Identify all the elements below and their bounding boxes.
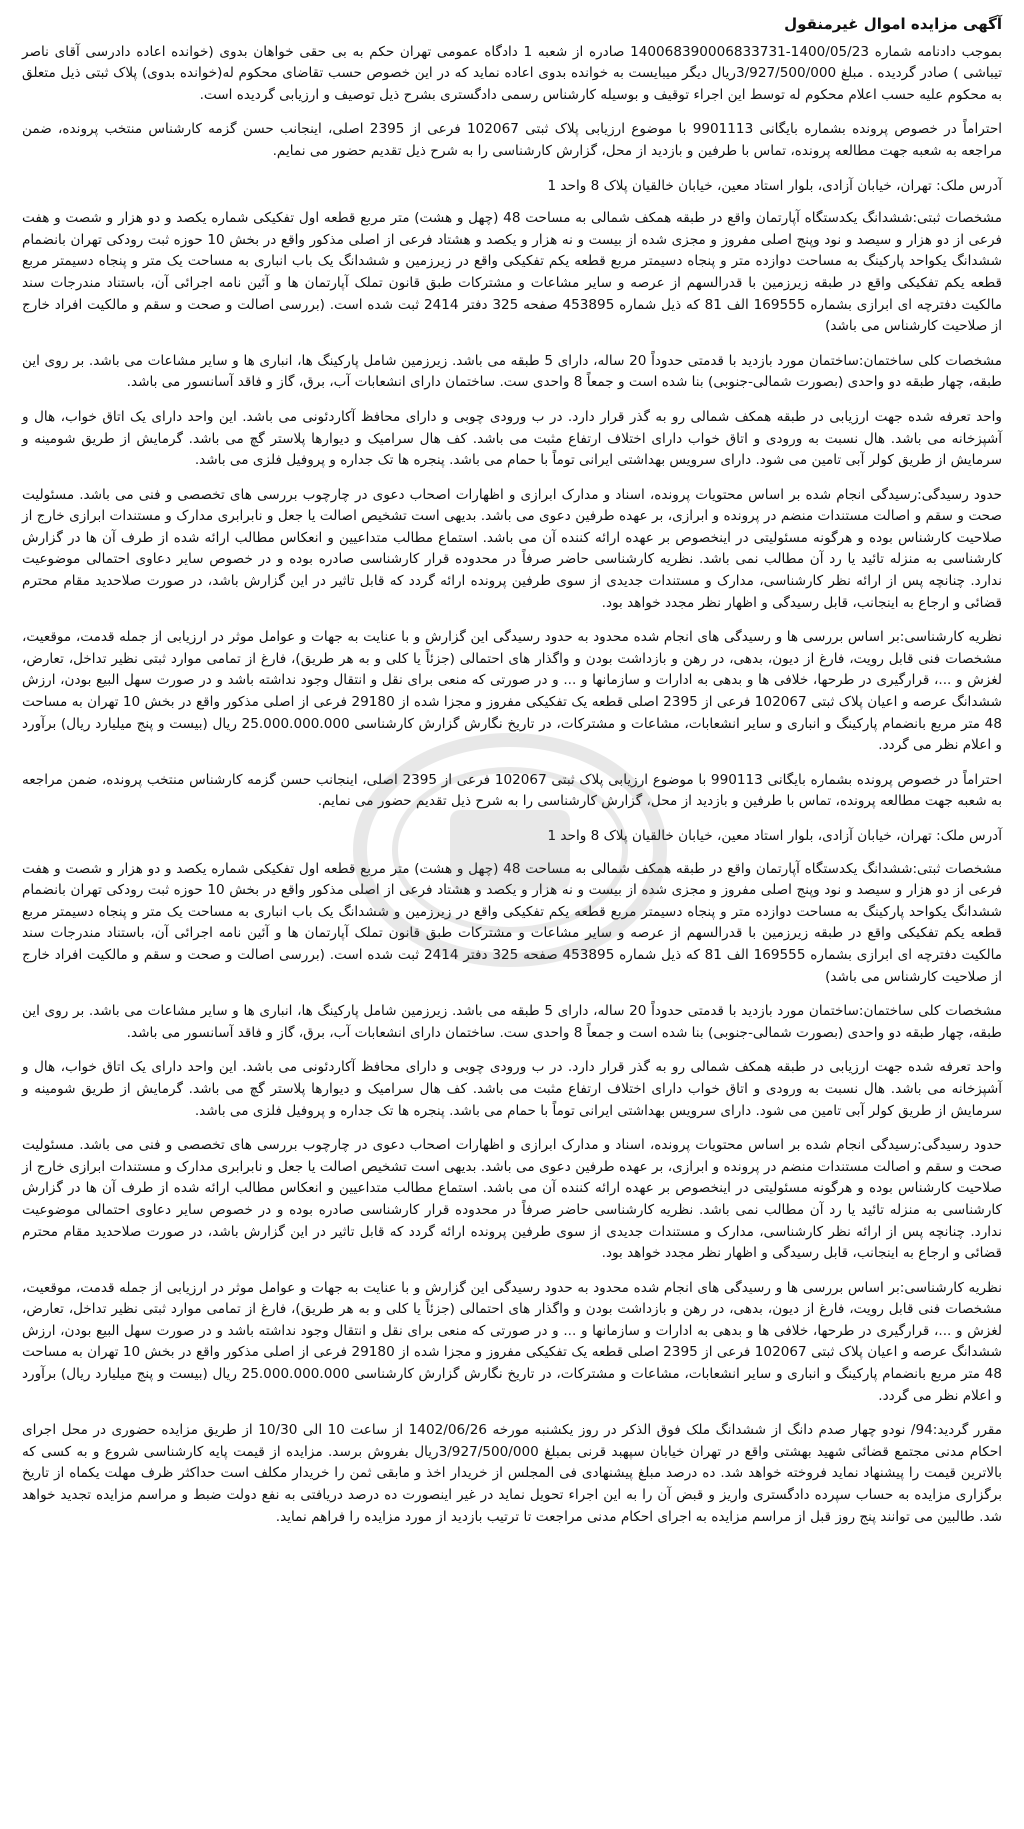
paragraph-expert-opinion-repeat: نظریه کارشناسی:بر اساس بررسی ها و رسیدگی های انجام شده محدود به حدود رسیدگی این گزارش و با عنایت به جهات و عوامل موثر در ارزیابی از جمله قدمت، موقعیت، مشخصات فنی قابل رویت، فارغ از دیون، بدهی، در رهن و بازداشت بودن و واگذار های احتمالی (جزئاً یا کلی و به هر طریق)، فارغ از تمامی موارد ثبتی نظیر تداخل، تعارض، لغزش و ...، قرارگیری در طرحها، خلافی ها و بدهی به ادارات و سازمانها و ... و در صورتی که منعی برای نقل و انتقال وجود نداشته باشد و در صورت سهل البیع بودن، ارزش ششدانگ عرصه و اعیان پلاک ثبتی 102067 فرعی از 2395 اصلی قطعه یک تفکیکی مفروز و مجزا شده از 29180 فرعی از اصلی مذکور واقع در بخش 10 تهران به مساحت 48 متر مربع بانضمام پارکینگ و انباری و سایر انشعابات، مشاعات و مشترکات، در تاریخ نگارش گزارش کارشناسی 25.000.000.000 ریال (بیست و پنج میلیارد ریال) برآورد و اعلام نظر می گردد. [22, 1279, 1002, 1404]
property-address: آدرس ملک: تهران، خیابان آزادی، بلوار استاد معین، خیابان خالقیان پلاک 8 واحد 1 [547, 177, 1002, 194]
paragraph-expert-intro: احتراماً در خصوص پرونده بشماره بایگانی 9901113 با موضوع ارزیابی پلاک ثبتی 102067 فرعی از 2395 اصلی، اینجانب حسن گزمه کارشناس منتخب پرونده، ضمن مراجعه به شعبه جهت مطالعه پرونده، تماس با طرفین و بازدید از محل، گزارش کارشناسی را به شرح ذیل تقدیم حضور می نمایم. [22, 121, 1003, 159]
paragraph-unit-description: واحد تعرفه شده جهت ارزیابی در طبقه همکف شمالی رو به گذر قرار دارد. در ب ورودی چوبی و دارای محافظ آکاردئونی می باشد. این واحد دارای یک اتاق خواب، هال و آشپزخانه می باشد. هال نسبت به ورودی و اتاق خواب دارای اختلاف ارتفاع مثبت می باشد. کف هال سرامیک و دیوارها پلاستر گچ می باشد. گرمایش از طریق شومینه و سرمایش از طریق کولر آبی تامین می شود. دارای سرویس بهداشتی ایرانی توماً با حمام می باشد. پنجره ها تک جداره و پروفیل فلزی می باشد. [22, 408, 1002, 469]
paragraph-verdict: بموجب دادنامه شماره 1400/05/23-140068390006833731 صادره از شعبه 1 دادگاه عمومی تهران حکم به بی حقی خواهان بدوی (خوانده اعاده دادرسی آقای ناصر تیباشی ) صادر گردیده . مبلغ 3/927/500/000ریال دیگر میبایست به خوانده بدوی اعاده نماید که در این خصوص حسب تقاضای محکوم له(خوانده بدوی) پلاک ثبتی ذیل متعلق به محکوم علیه حسب اعلام محکوم له توسط این اجراء توقیف و بوسیله کارشناس رسمی دادگستری بشرح ذیل توصیف و ارزیابی گردیده است. [22, 43, 1003, 103]
paragraph-registration-details: مشخصات ثبتی:ششدانگ یکدستگاه آپارتمان واقع در طبقه همکف شمالی به مساحت 48 (چهل و هشت) متر مربع قطعه اول تفکیکی شماره یکصد و دو هزار و شصت و هفت فرعی از دو هزار و سیصد و نود وپنج اصلی مفروز و مجزی شده از بیست و نه هزار و یکصد و هشتاد فرعی از اصلی مذکور واقع در بخش 10 حوزه ثبت رودکی تهران بانضمام ششدانگ یکواحد پارکینگ به مساحت دوازده متر و پنجاه دسیمتر مربع قطعه یکم تفکیکی واقع در زیرزمین و ششدانگ یک باب انباری به مساحت یک متر و پنجاه دسیمتر مربع قطعه یکم تفکیکی واقع در طبقه زیرزمین با قدرالسهم از عرصه و سایر مشاعات و مشترکات طبق قانون تملک آپارتمان ها و آئین نامه اجرائی آن، باستناد مندرجات سند مالکیت دفترچه ای ابرازی بشماره 169555 الف 81 که ذیل شماره 453895 صفحه 325 دفتر 2414 ثبت شده است. (بررسی اصالت و صحت و سقم و مالکیت افراد خارج از صلاحیت کارشناس می باشد) [22, 210, 1003, 335]
paragraph-expert-opinion: نظریه کارشناسی:بر اساس بررسی ها و رسیدگی های انجام شده محدود به حدود رسیدگی این گزارش و با عنایت به جهات و عوامل موثر در ارزیابی از جمله قدمت، موقعیت، مشخصات فنی قابل رویت، فارغ از دیون، بدهی، در رهن و بازداشت بودن و واگذار های احتمالی (جزئاً یا کلی و به هر طریق)، فارغ از تمامی موارد ثبتی نظیر تداخل، تعارض، لغزش و ...، قرارگیری در طرحها، خلافی ها و بدهی به ادارات و سازمانها و ... و در صورتی که منعی برای نقل و انتقال وجود نداشته باشد و در صورت سهل البیع بودن، ارزش ششدانگ عرصه و اعیان پلاک ثبتی 102067 فرعی از 2395 اصلی قطعه یک تفکیکی مفروز و مجزا شده از 29180 فرعی از اصلی مذکور واقع در بخش 10 تهران به مساحت 48 متر مربع بانضمام پارکینگ و انباری و سایر انشعابات، مشاعات و مشترکات، در تاریخ نگارش گزارش کارشناسی 25.000.000.000 ریال (بیست و پنج میلیارد ریال) برآورد و اعلام نظر می گردد. [22, 629, 1002, 754]
paragraph-unit-description-repeat: واحد تعرفه شده جهت ارزیابی در طبقه همکف شمالی رو به گذر قرار دارد. در ب ورودی چوبی و دارای محافظ آکاردئونی می باشد. این واحد دارای یک اتاق خواب، هال و آشپزخانه می باشد. هال نسبت به ورودی و اتاق خواب دارای اختلاف ارتفاع مثبت می باشد. کف هال سرامیک و دیوارها پلاستر گچ می باشد. گرمایش از طریق شومینه و سرمایش از طریق کولر آبی تامین می شود. دارای سرویس بهداشتی ایرانی توماً با حمام می باشد. پنجره ها تک جداره و پروفیل فلزی می باشد. [22, 1059, 1002, 1119]
notice-document [22, 14, 1002, 1819]
paragraph-review-scope: حدود رسیدگی:رسیدگی انجام شده بر اساس محتویات پرونده، اسناد و مدارک ابرازی و اظهارات اصحاب دعوی در چارچوب بررسی های تخصصی و فنی می باشد. مسئولیت صحت و سقم و اصالت مستندات منضم در پرونده و ابرازی، بر عهده طرفین دعوی می باشد. بدیهی است تشخیص اصالت یا جعل و نابرابری مدارک و مستندات ابرازی خارج از صلاحیت کارشناس بوده و هرگونه مسئولیتی در اینخصوص بر عهده ارائه کننده آن می باشد. استماع مطالب متداعیین و انعکاس مطالب ارائه شده از طرف آن ها در گزارش کارشناسی به منزله تائید یا رد آن مطالب نمی باشد. نظریه کارشناسی حاضر صرفاً در محدوده قرار کارشناسی صادره بوده و در خصوص سایر دعاوی احتمالی موضوعیت ندارد. چنانچه پس از ارائه نظر کارشناسی، مدارک و مستندات جدیدی از سوی طرفین پرونده ارائه گردد که قابل تاثیر در این گزارش باشد، در صورت صلاحدید مقام محترم قضائی و ارجاع به اینجانب، قابل رسیدگی و اظهار نظر مجدد خواهد بود. [22, 486, 1002, 611]
paragraph-review-scope-repeat: حدود رسیدگی:رسیدگی انجام شده بر اساس محتویات پرونده، اسناد و مدارک ابرازی و اظهارات اصحاب دعوی در چارچوب بررسی های تخصصی و فنی می باشد. مسئولیت صحت و سقم و اصالت مستندات منضم در پرونده و ابرازی، بر عهده طرفین دعوی می باشد. بدیهی است تشخیص اصالت یا جعل و نابرابری مدارک و مستندات ابرازی خارج از صلاحیت کارشناس بوده و هرگونه مسئولیتی در اینخصوص بر عهده ارائه کننده آن می باشد. استماع مطالب متداعیین و انعکاس مطالب ارائه شده از طرف آن ها در گزارش کارشناسی به منزله تائید یا رد آن مطالب نمی باشد. نظریه کارشناسی حاضر صرفاً در محدوده قرار کارشناسی صادره بوده و در خصوص سایر دعاوی احتمالی موضوعیت ندارد. چنانچه پس از ارائه نظر کارشناسی، مدارک و مستندات جدیدی از سوی طرفین پرونده ارائه گردد که قابل تاثیر در این گزارش باشد، در صورت صلاحدید مقام محترم قضائی و ارجاع به اینجانب، قابل رسیدگی و اظهار نظر مجدد خواهد بود. [22, 1137, 1002, 1262]
paragraph-expert-intro-repeat: احتراماً در خصوص پرونده بشماره بایگانی 990113 با موضوع ارزیابی پلاک ثبتی 102067 فرعی از 2395 اصلی، اینجانب حسن گزمه کارشناس منتخب پرونده، ضمن مراجعه به شعبه جهت مطالعه پرونده، تماس با طرفین و بازدید از محل، گزارش کارشناسی را به شرح ذیل تقدیم حضور می نمایم. [22, 771, 1002, 810]
paragraph-registration-details-repeat: مشخصات ثبتی:ششدانگ یکدستگاه آپارتمان واقع در طبقه همکف شمالی به مساحت 48 (چهل و هشت) متر مربع قطعه اول تفکیکی شماره یکصد و دو هزار و شصت و هفت فرعی از دو هزار و سیصد و نود وپنج اصلی مفروز و مجزی شده از بیست و نه هزار و یکصد و هشتاد فرعی از اصلی مذکور واقع در بخش 10 حوزه ثبت رودکی تهران بانضمام ششدانگ یکواحد پارکینگ به مساحت دوازده متر و پنجاه دسیمتر مربع قطعه یکم تفکیکی واقع در زیرزمین و ششدانگ یک باب انباری به مساحت یک متر و پنجاه دسیمتر مربع قطعه یکم تفکیکی واقع در طبقه زیرزمین با قدرالسهم از عرصه و سایر مشاعات و مشترکات طبق قانون تملک آپارتمان ها و آئین نامه اجرائی آن، باستناد مندرجات سند مالکیت دفترچه ای ابرازی بشماره 169555 الف 81 که ذیل شماره 453895 صفحه 325 دفتر 2414 ثبت شده است. (بررسی اصالت و صحت و سقم و مالکیت افراد خارج از صلاحیت کارشناس می باشد) [22, 860, 1003, 985]
paragraph-building-details-repeat: مشخصات کلی ساختمان:ساختمان مورد بازدید با قدمتی حدوداً 20 ساله، دارای 5 طبقه می باشد. زیرزمین شامل پارکینگ ها، انباری ها و سایر مشاعات می باشد. بر روی این طبقه، چهار طبقه دو واحدی (بصورت شمالی-جنوبی) بنا شده است و جمعاً 8 واحدی ست. ساختمان دارای انشعابات آب، برق، گاز و فاقد آسانسور می باشد. [22, 1003, 1002, 1041]
paragraph-auction-terms: مقرر گردید:94/ نودو چهار صدم دانگ از ششدانگ ملک فوق الذکر در روز یکشنبه مورخه 1402/06/26 از ساعت 10 الی 10/30 از طریق مزایده حضوری در محل اجرای احکام مدنی مجتمع قضائی شهید بهشتی واقع در تهران خیابان سپهبد قرنی بمبلغ 3/927/500/000ریال بفروش برسد. مزایده از قیمت پایه کارشناسی شروع و به کسی که بالاترین قیمت را پیشنهاد نماید فروخته خواهد شد. ده درصد مبلغ پیشنهادی فی المجلس از خریدار اخذ و مابقی ثمن را خریدار مکلف است حداکثر ظرف مهلت یکماه از تاریخ برگزاری مزایده به حساب سپرده دادگستری واریز و قبض آن را به این اجراء تحویل نماید در غیر اینصورت ده درصد دریافتی به نفع دولت ضبط و مراسم مزایده تجدید خواهد شد. طالبین می توانند پنج روز قبل از مراسم مزایده به اجرای احکام مدنی مراجعت تا ترتیب بازدید از مورد مزایده را فراهم نماید. [22, 1422, 1002, 1525]
notice-title: آگهی مزایده اموال غیرمنقول [784, 15, 1002, 33]
property-address-repeat: آدرس ملک: تهران، خیابان آزادی، بلوار استاد معین، خیابان خالقیان پلاک 8 واحد 1 [547, 828, 1002, 844]
paragraph-building-details: مشخصات کلی ساختمان:ساختمان مورد بازدید با قدمتی حدوداً 20 ساله، دارای 5 طبقه می باشد. زیرزمین شامل پارکینگ ها، انباری ها و سایر مشاعات می باشد. بر روی این طبقه، چهار طبقه دو واحدی (بصورت شمالی-جنوبی) بنا شده است و جمعاً 8 واحدی ست. ساختمان دارای انشعابات آب، برق، گاز و فاقد آسانسور می باشد. [22, 352, 1002, 391]
